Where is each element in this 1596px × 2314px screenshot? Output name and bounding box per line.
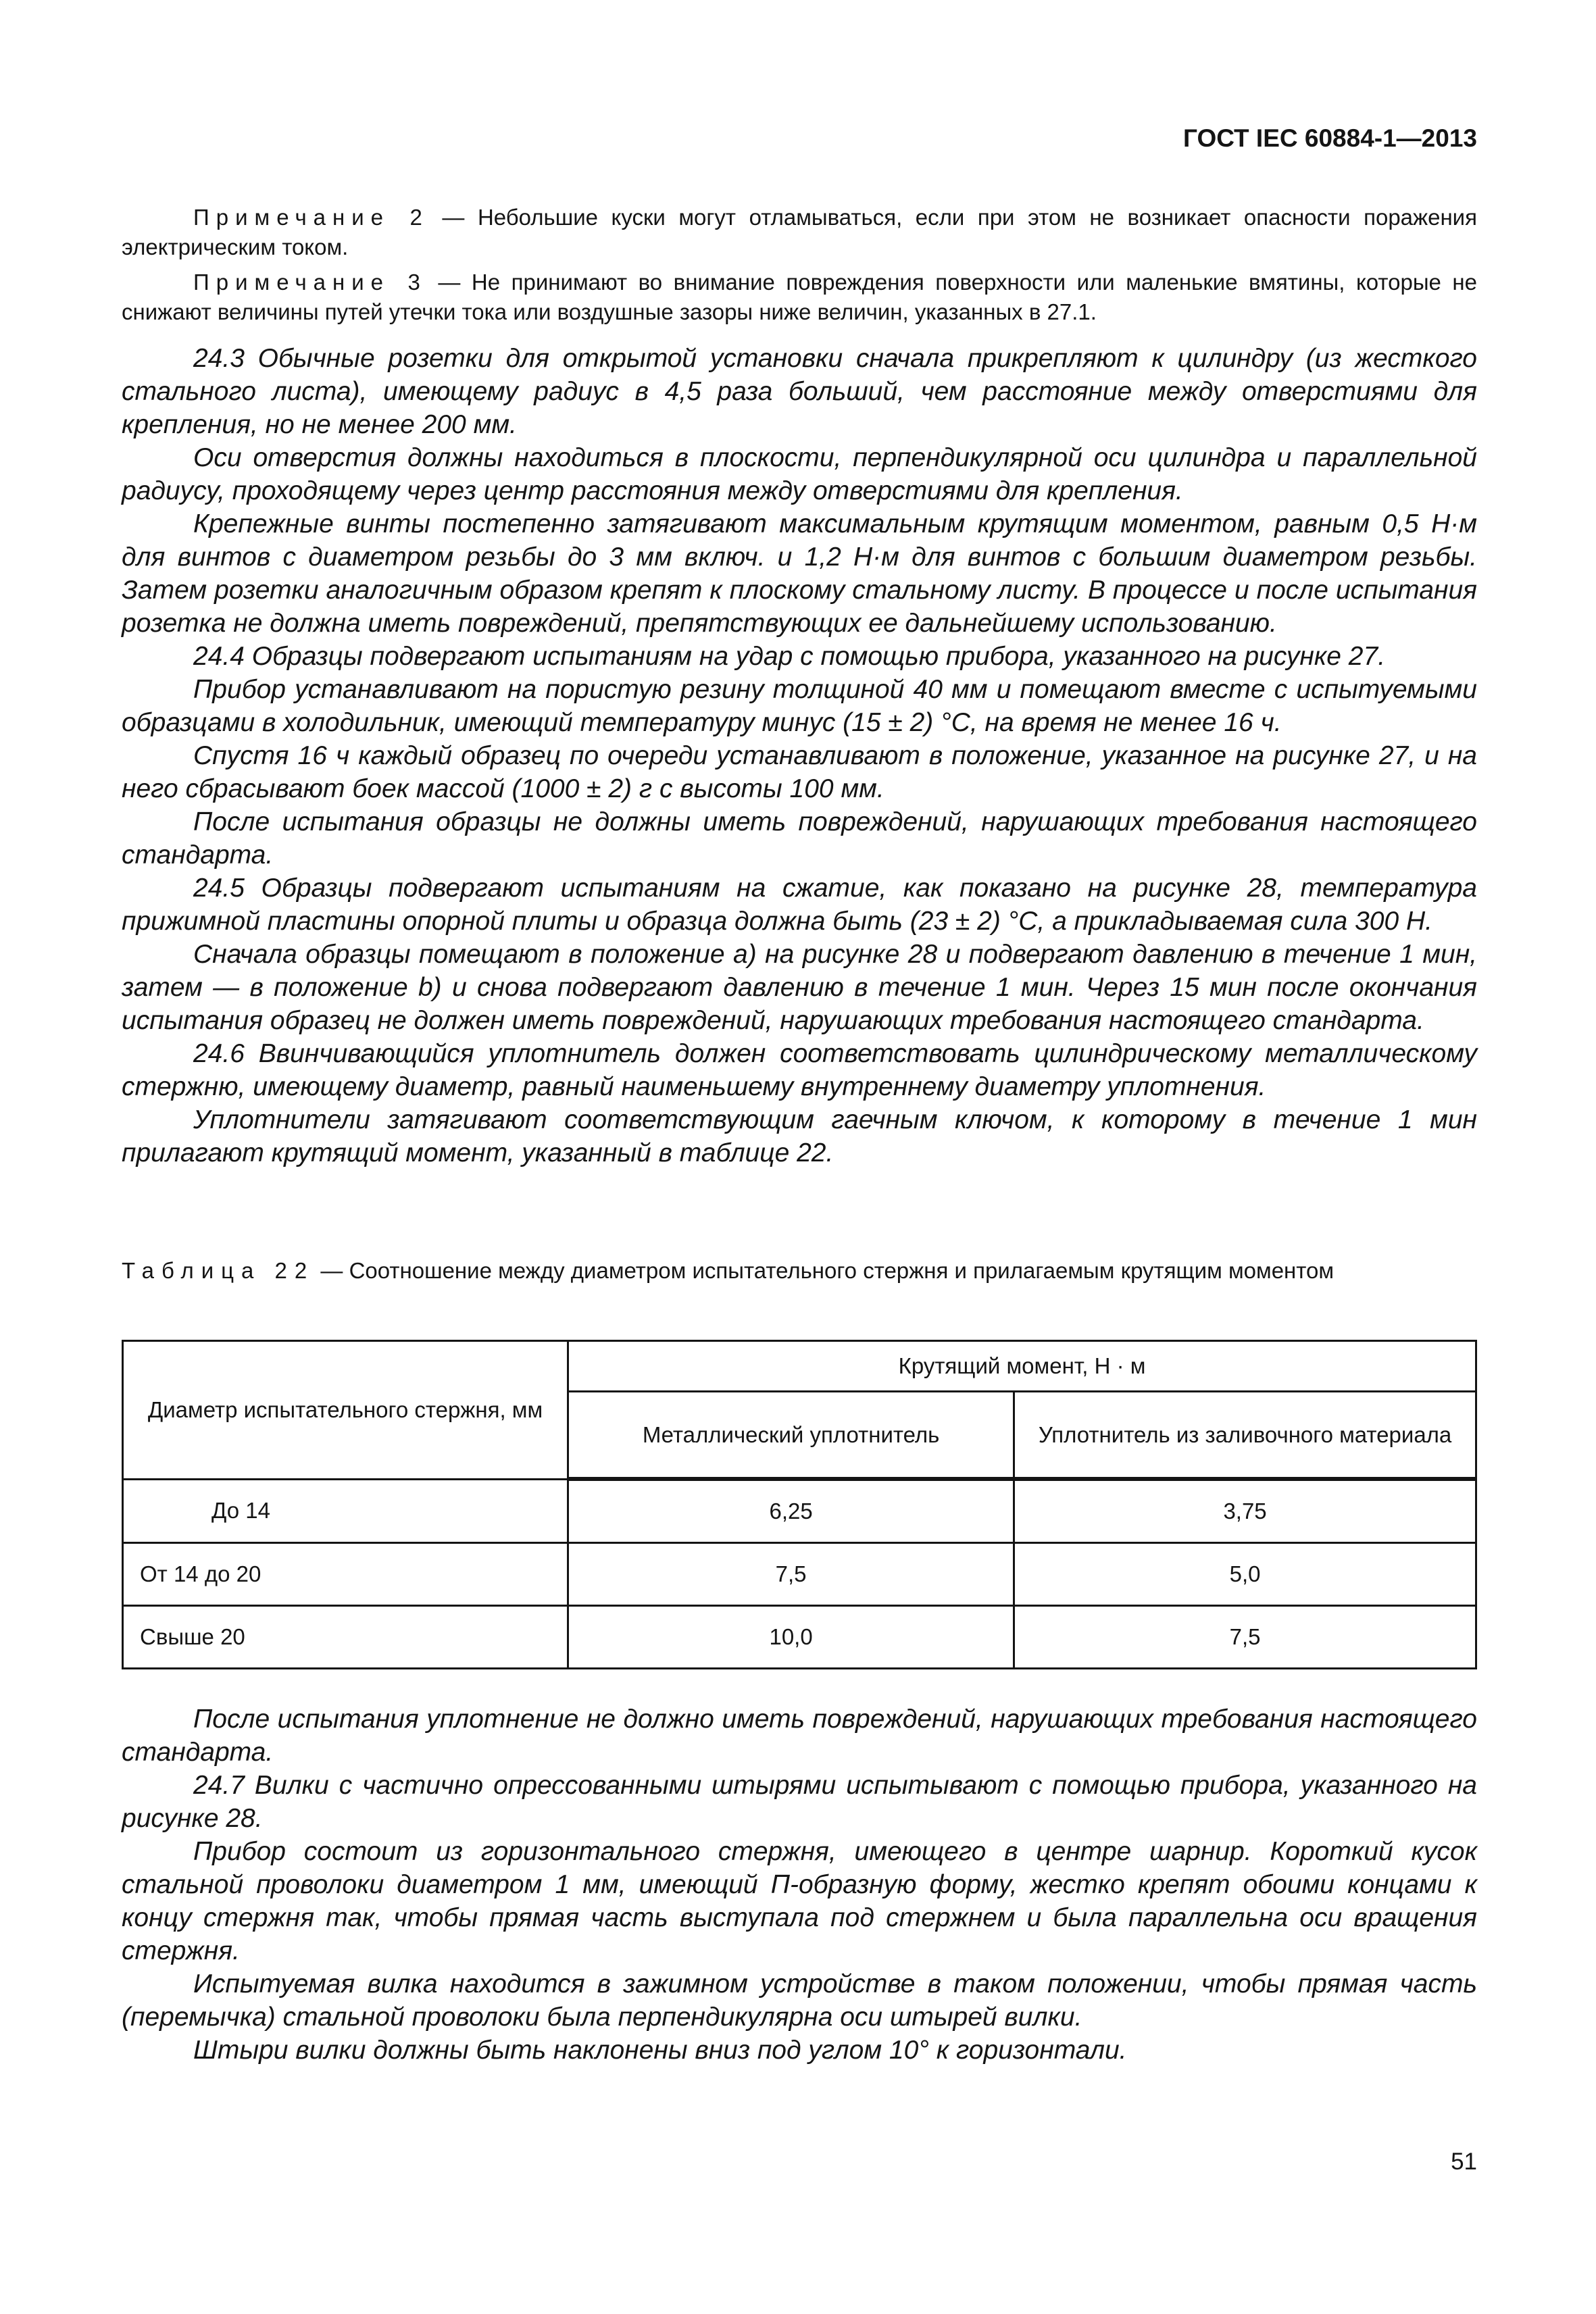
header-diameter: Диаметр испытательного стержня, мм	[123, 1341, 568, 1480]
table-caption-lead: Таблица 22	[122, 1258, 315, 1283]
cell-compound: 3,75	[1014, 1479, 1476, 1543]
standard-designation: ГОСТ IEC 60884-1—2013	[1182, 124, 1477, 152]
note-lead: Примечание 3	[193, 270, 427, 295]
header-torque: Крутящий момент, Н · м	[568, 1341, 1476, 1392]
post-table-text	[122, 1703, 1477, 2067]
table-caption	[122, 1257, 1477, 1285]
note-lead: Примечание 2	[193, 205, 429, 230]
paragraph: 24.3 Обычные розетки для открытой установки сначала прикрепляют к цилиндру (из жесткого стального листа), имеющему радиус в 4,5 раза больший, чем расстояние между отверстиями для крепления, но не менее 200 мм.	[122, 344, 1477, 439]
table-caption-text: — Соотношение между диаметром испытательного стержня и прилагаемым крутящим моментом	[314, 1258, 1335, 1283]
table-row	[123, 1543, 1476, 1606]
paragraph: 24.7 Вилки с частично опрессованными штырями испытывают с помощью прибора, указанного на рисунке 28.	[122, 1771, 1477, 1833]
header-metal: Металлический уплотнитель	[568, 1392, 1014, 1480]
paragraph: После испытания образцы не должны иметь повреждений, нарушающих требования настоящего стандарта.	[122, 807, 1477, 870]
paragraph: 24.6 Ввинчивающийся уплотнитель должен соответствовать цилиндрическому металлическому стержню, имеющему диаметр, равный наименьшему внутреннему диаметру уплотнения.	[122, 1039, 1477, 1101]
table-row	[123, 1479, 1476, 1543]
notes-block	[122, 203, 1477, 332]
paragraph: Штыри вилки должны быть наклонены вниз под углом 10° к горизонтали.	[193, 2036, 1127, 2065]
document-header	[122, 124, 1477, 153]
cell-diameter: От 14 до 20	[123, 1543, 568, 1606]
cell-metal: 6,25	[568, 1479, 1014, 1543]
paragraph: После испытания уплотнение не должно иметь повреждений, нарушающих требования настоящего стандарта.	[122, 1705, 1477, 1767]
cell-metal: 10,0	[568, 1606, 1014, 1669]
cell-diameter: До 14	[123, 1479, 568, 1543]
paragraph: Спустя 16 ч каждый образец по очереди устанавливают в положение, указанное на рисунке 27, и на него сбрасывают боек массой (1000 ± 2) г с высоты 100 мм.	[122, 741, 1477, 803]
main-text	[122, 342, 1477, 1169]
header-compound: Уплотнитель из заливочного материала	[1014, 1392, 1476, 1480]
table-row	[123, 1606, 1476, 1669]
note-2	[122, 203, 1477, 262]
cell-compound: 7,5	[1014, 1606, 1476, 1669]
paragraph: Испытуемая вилка находится в зажимном устройстве в таком положении, чтобы прямая часть (перемычка) стальной проволоки была перпендикулярна оси штырей вилки.	[122, 1969, 1477, 2032]
paragraph: 24.4 Образцы подвергают испытаниям на удар с помощью прибора, указанного на рисунке 27.	[193, 642, 1386, 671]
paragraph: Сначала образцы помещают в положение a) на рисунке 28 и подвергают давлению в течение 1 мин, затем — в положение b) и снова подвергают давлению в течение 1 мин. Через 15 мин после окончания испытания образец не должен иметь повреждений, нарушающих требования настоящего стандарта.	[122, 940, 1477, 1035]
cell-diameter: Свыше 20	[123, 1606, 568, 1669]
note-text: — Не принимают во внимание повреждения поверхности или маленькие вмятины, которые не снижают величины путей утечки тока или воздушные зазоры ниже величин, указанных в 27.1.	[122, 270, 1478, 324]
page-number: 51	[1451, 2148, 1477, 2175]
paragraph: Прибор устанавливают на пористую резину толщиной 40 мм и помещают вместе с испытуемыми образцами в холодильник, имеющий температуру минус (15 ± 2) °С, на время не менее 16 ч.	[122, 675, 1477, 737]
note-3	[122, 268, 1477, 327]
torque-table	[122, 1340, 1477, 1669]
paragraph: Оси отверстия должны находиться в плоскости, перпендикулярной оси цилиндра и параллельной радиусу, проходящему через центр расстояния между отверстиями для крепления.	[122, 443, 1477, 505]
paragraph: 24.5 Образцы подвергают испытаниям на сжатие, как показано на рисунке 28, температура прижимной пластины опорной плиты и образца должна быть (23 ± 2) °С, а прикладываемая сила 300 Н.	[122, 874, 1477, 936]
paragraph: Прибор состоит из горизонтального стержня, имеющего в центре шарнир. Короткий кусок стальной проволоки диаметром 1 мм, имеющий П-образную форму, жестко крепят обоими концами к концу стержня так, чтобы прямая часть выступала под стержнем и была параллельна оси вращения стержня.	[122, 1837, 1477, 1965]
note-text: — Небольшие куски могут отламываться, если при этом не возникает опасности поражения электрическим током.	[122, 205, 1477, 259]
table-header-row	[123, 1341, 1476, 1392]
cell-metal: 7,5	[568, 1543, 1014, 1606]
paragraph: Уплотнители затягивают соответствующим гаечным ключом, к которому в течение 1 мин прилагают крутящий момент, указанный в таблице 22.	[122, 1105, 1477, 1167]
paragraph: Крепежные винты постепенно затягивают максимальным крутящим моментом, равным 0,5 Н·м для винтов с диаметром резьбы до 3 мм включ. и 1,2 Н·м для винтов с большим диаметром резьбы. Затем розетки аналогичным образом крепят к плоскому стальному листу. В процессе и после испытания розетка не должна иметь повреждений, препятствующих ее дальнейшему использованию.	[122, 509, 1477, 638]
cell-compound: 5,0	[1014, 1543, 1476, 1606]
